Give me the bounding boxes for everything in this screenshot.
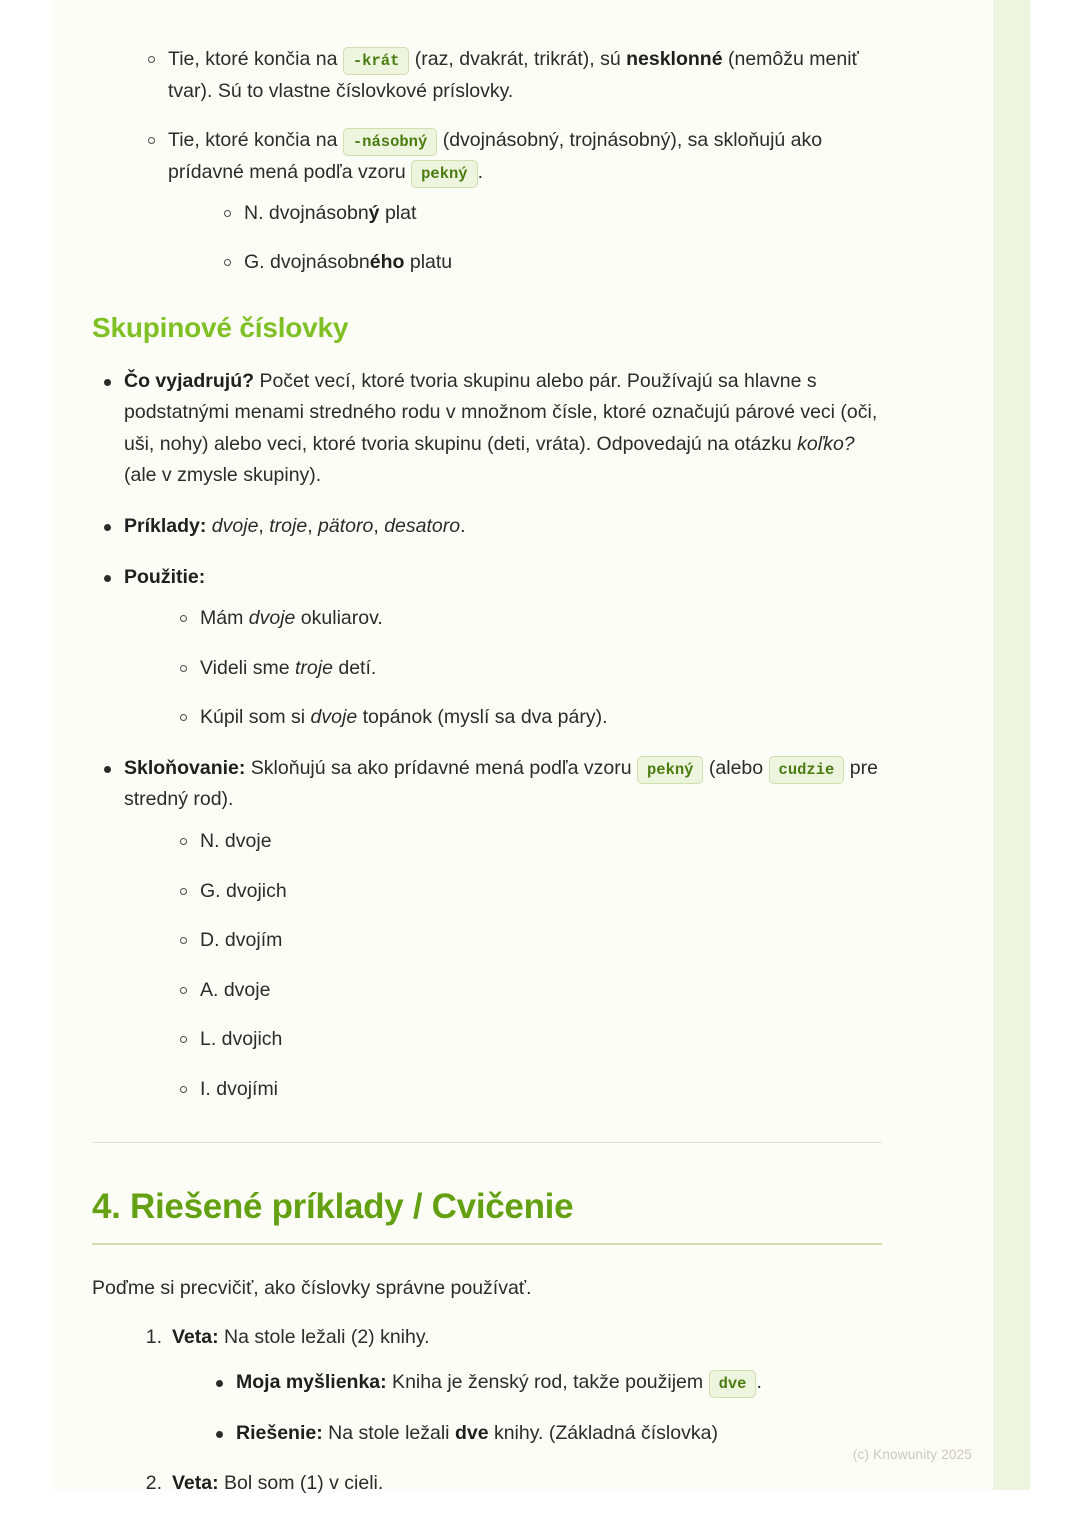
- text-fragment: (dvojnásobný, trojnásobný), sa skloňujú ako prídavné mená podľa vzoru: [168, 129, 823, 183]
- exercise-list: [136, 1322, 882, 1500]
- text-fragment: Tie, ktoré končia na: [168, 129, 343, 152]
- text-fragment: topánok (myslí sa dva páry).: [357, 706, 608, 729]
- italic-text: dvoje: [248, 607, 296, 630]
- list-item: [204, 1418, 882, 1450]
- chapter-intro: Poďme si precvičiť, ako číslovky správne používať.: [92, 1276, 532, 1299]
- inline-code: cudzie: [769, 756, 845, 784]
- list-item: [168, 702, 882, 734]
- top-continued-list: [136, 44, 882, 278]
- text-fragment: detí.: [332, 656, 377, 679]
- text-fragment: .: [756, 1371, 762, 1394]
- text-fragment: okuliarov.: [295, 607, 383, 630]
- italic-text: desatoro: [384, 515, 461, 537]
- bold-text: ého: [369, 250, 405, 273]
- list-item: [136, 1322, 882, 1450]
- text-fragment: Kúpil som si: [200, 706, 311, 729]
- list-item: N. dvoje: [168, 826, 882, 858]
- document-page: [50, 0, 1030, 1495]
- item-label: Veta:: [172, 1472, 219, 1495]
- item-label: Použitie:: [124, 565, 206, 588]
- item-label: Moja myšlienka:: [236, 1371, 387, 1394]
- text-fragment: Tie, ktoré končia na: [168, 48, 343, 70]
- section-divider: [92, 1142, 882, 1143]
- list-item: [168, 603, 882, 635]
- italic-text: dvoje: [211, 515, 259, 537]
- section-heading: Skupinové číslovky: [92, 311, 349, 343]
- declension-examples-list: [212, 198, 882, 277]
- inline-code: dve: [709, 1370, 757, 1398]
- list-item: [212, 198, 882, 229]
- italic-text: pätoro: [318, 515, 374, 537]
- text-fragment: (alebo: [703, 756, 769, 779]
- text-fragment: ,: [258, 515, 270, 537]
- bold-text: nesklonné: [626, 48, 723, 70]
- text-fragment: (raz, dvakrát, trikrát), sú: [409, 48, 627, 70]
- list-item: A. dvoje: [168, 975, 882, 1007]
- text-fragment: Bol som (1) v cieli.: [218, 1472, 384, 1495]
- text-fragment: Skloňujú sa ako prídavné mená podľa vzoru: [245, 756, 637, 779]
- list-item: [92, 366, 882, 492]
- inline-code: -krát: [343, 47, 410, 75]
- text-fragment: Mám: [200, 607, 249, 630]
- text-fragment: Videli sme: [200, 656, 296, 679]
- chapter-underline: [92, 1243, 882, 1245]
- skupinove-list: [92, 366, 882, 1106]
- list-item: G. dvojich: [168, 876, 882, 908]
- text-fragment: Na stole ležali: [322, 1421, 455, 1444]
- list-item: [92, 511, 882, 543]
- list-item: I. dvojími: [168, 1074, 882, 1106]
- watermark: (c) Knowunity 2025: [852, 1447, 972, 1462]
- item-label: Skloňovanie:: [124, 756, 246, 779]
- italic-text: troje: [269, 515, 308, 537]
- text-fragment: N. dvojnásobn: [244, 202, 369, 225]
- text-fragment: Kniha je ženský rod, takže použijem: [386, 1371, 709, 1394]
- text-fragment: Počet vecí, ktoré tvoria skupinu alebo pár. Používajú sa hlavne s podstatnými menami stredného rodu v množnom čísle, ktoré označujú párové veci (oči, uši, nohy) alebo veci, ktoré tvoria skupinu (deti, vráta). Odpovedajú na otázku: [124, 369, 878, 455]
- list-item: [92, 753, 882, 1106]
- text-fragment: ,: [373, 515, 385, 537]
- inline-code: pekný: [411, 160, 478, 188]
- bold-text: ý: [368, 202, 380, 225]
- item-label: Riešenie:: [236, 1421, 323, 1444]
- list-item: [136, 44, 882, 107]
- list-item: D. dvojím: [168, 925, 882, 957]
- text-fragment: pre stredný rod).: [124, 756, 878, 811]
- text-fragment: plat: [379, 202, 417, 225]
- text-fragment: Na stole ležali (2) knihy.: [218, 1325, 430, 1348]
- text-fragment: platu: [404, 250, 453, 273]
- text-fragment: G. dvojnásobn: [244, 250, 370, 273]
- document-content: [92, 34, 882, 1518]
- chapter-title: 4. Riešené príklady / Cvičenie: [92, 1186, 574, 1226]
- italic-text: koľko?: [797, 432, 855, 455]
- italic-text: dvoje: [310, 706, 358, 729]
- bold-text: dve: [454, 1421, 489, 1444]
- item-label: Príklady:: [124, 515, 207, 537]
- text-fragment: (ale v zmysle skupiny).: [124, 464, 322, 487]
- list-item: [168, 653, 882, 685]
- exercise-sub-list: [204, 1367, 882, 1449]
- list-item: L. dvojich: [168, 1024, 882, 1056]
- text-fragment: .: [460, 515, 466, 537]
- list-item: [204, 1367, 882, 1399]
- item-label: Veta:: [172, 1325, 219, 1348]
- declension-list: [168, 826, 882, 1105]
- text-fragment: (nemôžu meniť tvar). Sú to vlastne číslovkové príslovky.: [168, 48, 859, 102]
- list-item: [136, 125, 882, 278]
- page-side-band: [993, 0, 1030, 1490]
- text-fragment: knihy. (Základná číslovka): [488, 1421, 718, 1444]
- list-item: [212, 247, 882, 278]
- text-fragment: .: [477, 160, 484, 183]
- inline-code: -násobný: [343, 128, 437, 156]
- item-label: Čo vyjadrujú?: [124, 369, 255, 392]
- text-fragment: ,: [307, 515, 319, 537]
- usage-list: [168, 603, 882, 734]
- list-item: [92, 562, 882, 734]
- list-item: [136, 1468, 882, 1500]
- inline-code: pekný: [637, 756, 704, 784]
- italic-text: troje: [295, 656, 333, 679]
